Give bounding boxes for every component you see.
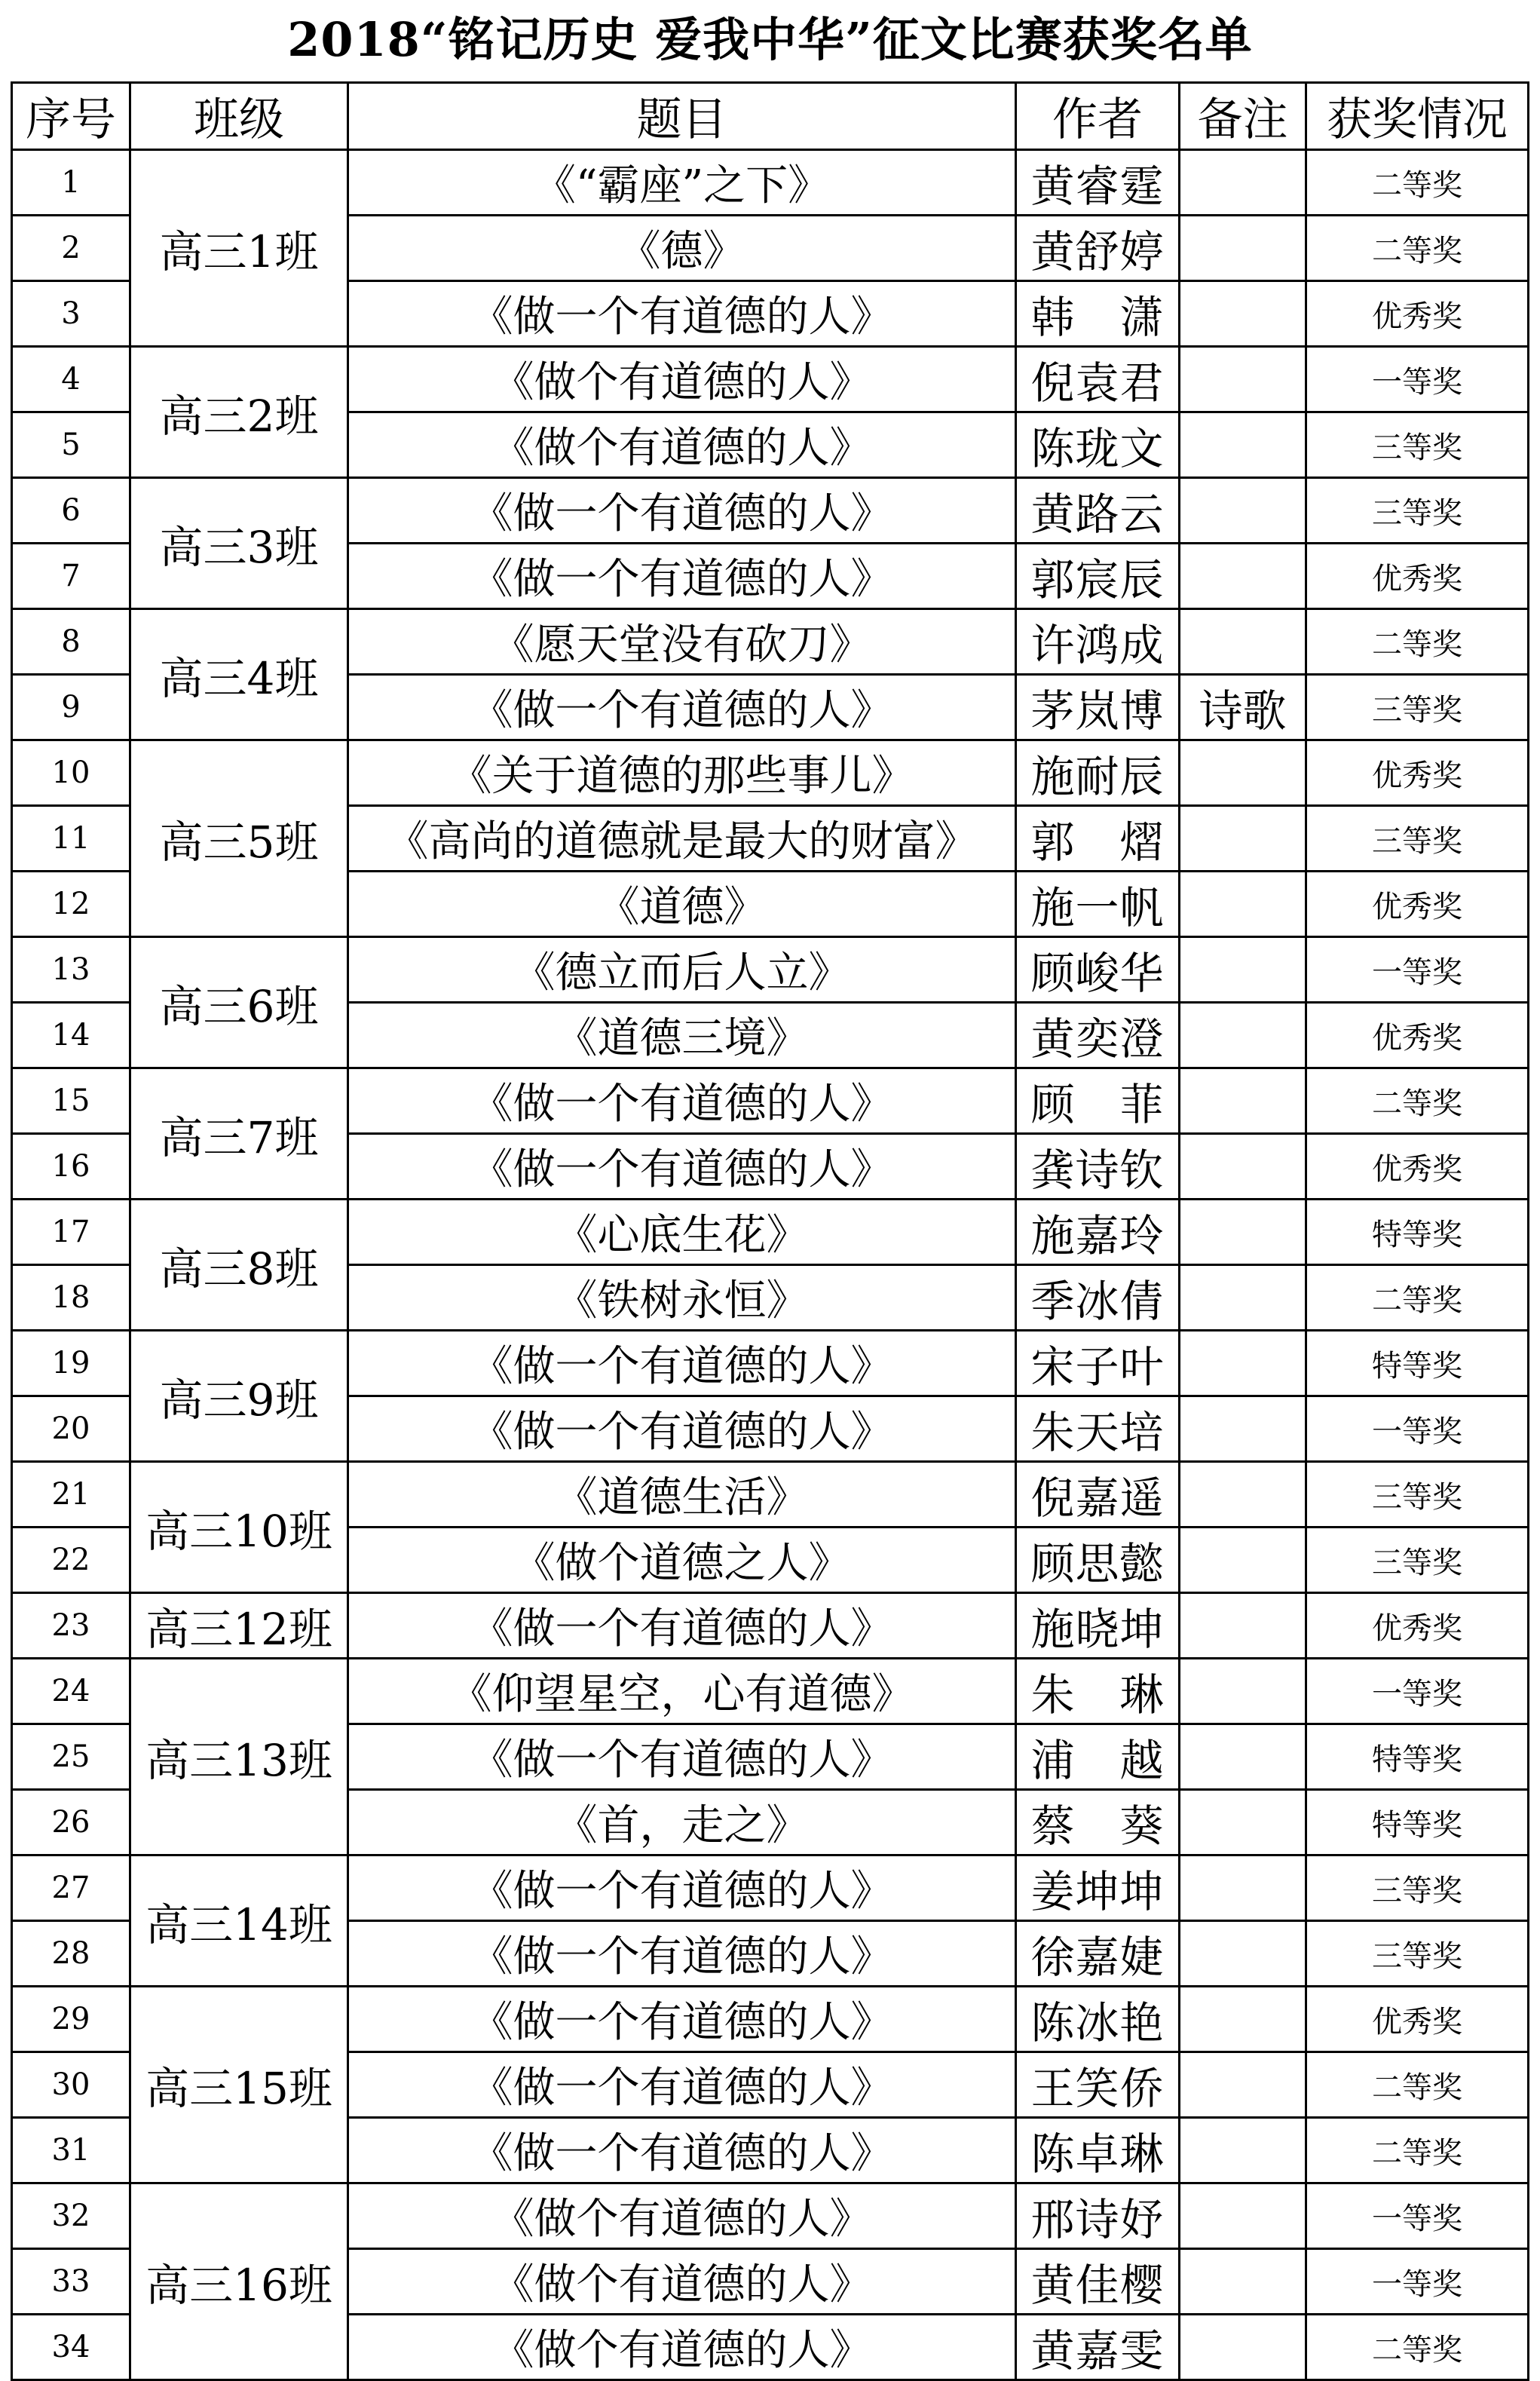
note-cell — [1180, 1790, 1306, 1855]
award-cell: 特等奖 — [1306, 1790, 1529, 1855]
author-name: 施嘉玲 — [1016, 1200, 1180, 1265]
award-cell: 三等奖 — [1306, 1921, 1529, 1987]
row-index: 18 — [12, 1265, 130, 1331]
row-index: 31 — [12, 2118, 130, 2183]
header-note: 备注 — [1180, 83, 1306, 150]
note-cell — [1180, 937, 1306, 1003]
award-cell: 二等奖 — [1306, 216, 1529, 281]
award-cell: 三等奖 — [1306, 1855, 1529, 1921]
author-name: 陈冰艳 — [1016, 1987, 1180, 2052]
author-name: 施耐辰 — [1016, 740, 1180, 806]
author-name: 龚诗钦 — [1016, 1134, 1180, 1200]
row-index: 29 — [12, 1987, 130, 2052]
award-cell: 特等奖 — [1306, 1724, 1529, 1790]
table-row — [12, 937, 1529, 1003]
award-cell: 二等奖 — [1306, 2052, 1529, 2118]
award-cell: 优秀奖 — [1306, 1003, 1529, 1068]
essay-title: 《仰望星空，心有道德》 — [348, 1659, 1016, 1724]
author-name: 徐嘉婕 — [1016, 1921, 1180, 1987]
class-cell: 高三5班 — [130, 740, 348, 937]
class-cell: 高三10班 — [130, 1462, 348, 1593]
essay-title: 《道德三境》 — [348, 1003, 1016, 1068]
table-row — [12, 2183, 1529, 2249]
class-cell: 高三12班 — [130, 1593, 348, 1659]
page-title: 2018“铭记历史 爱我中华”征文比赛获奖名单 — [287, 12, 1253, 67]
author-name: 施晓坤 — [1016, 1593, 1180, 1659]
row-index: 24 — [12, 1659, 130, 1724]
note-cell — [1180, 609, 1306, 675]
author-name: 郭宸辰 — [1016, 544, 1180, 609]
author-name: 施一帆 — [1016, 872, 1180, 937]
essay-title: 《做个有道德的人》 — [348, 2183, 1016, 2249]
award-cell: 特等奖 — [1306, 1331, 1529, 1396]
header-award: 获奖情况 — [1306, 83, 1529, 150]
award-cell: 三等奖 — [1306, 806, 1529, 872]
row-index: 15 — [12, 1068, 130, 1134]
author-name: 黄奕澄 — [1016, 1003, 1180, 1068]
essay-title: 《“霸座”之下》 — [348, 150, 1016, 216]
class-cell: 高三15班 — [130, 1987, 348, 2183]
note-cell — [1180, 150, 1306, 216]
essay-title: 《做一个有道德的人》 — [348, 281, 1016, 347]
essay-title: 《做一个有道德的人》 — [348, 1593, 1016, 1659]
award-cell: 一等奖 — [1306, 1659, 1529, 1724]
note-cell: 诗歌 — [1180, 675, 1306, 740]
class-cell: 高三1班 — [130, 150, 348, 347]
class-cell: 高三2班 — [130, 347, 348, 478]
row-index: 26 — [12, 1790, 130, 1855]
note-cell — [1180, 1265, 1306, 1331]
author-name: 郭 熠 — [1016, 806, 1180, 872]
essay-title: 《做一个有道德的人》 — [348, 1724, 1016, 1790]
table-row — [12, 609, 1529, 675]
award-cell: 二等奖 — [1306, 609, 1529, 675]
row-index: 22 — [12, 1528, 130, 1593]
award-cell: 三等奖 — [1306, 1462, 1529, 1528]
table-row — [12, 1855, 1529, 1921]
note-cell — [1180, 806, 1306, 872]
note-cell — [1180, 216, 1306, 281]
row-index: 32 — [12, 2183, 130, 2249]
note-cell — [1180, 2315, 1306, 2380]
note-cell — [1180, 1331, 1306, 1396]
note-cell — [1180, 544, 1306, 609]
award-cell: 一等奖 — [1306, 2249, 1529, 2315]
note-cell — [1180, 2052, 1306, 2118]
class-cell: 高三7班 — [130, 1068, 348, 1200]
award-table — [11, 81, 1529, 2381]
row-index: 23 — [12, 1593, 130, 1659]
award-cell: 三等奖 — [1306, 412, 1529, 478]
row-index: 34 — [12, 2315, 130, 2380]
award-cell: 特等奖 — [1306, 1200, 1529, 1265]
row-index: 20 — [12, 1396, 130, 1462]
row-index: 30 — [12, 2052, 130, 2118]
note-cell — [1180, 347, 1306, 412]
author-name: 韩 潇 — [1016, 281, 1180, 347]
essay-title: 《做一个有道德的人》 — [348, 544, 1016, 609]
note-cell — [1180, 740, 1306, 806]
essay-title: 《做个有道德的人》 — [348, 2315, 1016, 2380]
note-cell — [1180, 1855, 1306, 1921]
essay-title: 《做一个有道德的人》 — [348, 1855, 1016, 1921]
author-name: 邢诗妤 — [1016, 2183, 1180, 2249]
row-index: 28 — [12, 1921, 130, 1987]
essay-title: 《道德生活》 — [348, 1462, 1016, 1528]
essay-title: 《做一个有道德的人》 — [348, 1331, 1016, 1396]
author-name: 宋子叶 — [1016, 1331, 1180, 1396]
row-index: 5 — [12, 412, 130, 478]
award-cell: 一等奖 — [1306, 347, 1529, 412]
row-index: 12 — [12, 872, 130, 937]
note-cell — [1180, 1134, 1306, 1200]
note-cell — [1180, 1396, 1306, 1462]
essay-title: 《做一个有道德的人》 — [348, 478, 1016, 544]
row-index: 13 — [12, 937, 130, 1003]
author-name: 倪嘉遥 — [1016, 1462, 1180, 1528]
author-name: 浦 越 — [1016, 1724, 1180, 1790]
row-index: 11 — [12, 806, 130, 872]
row-index: 19 — [12, 1331, 130, 1396]
row-index: 17 — [12, 1200, 130, 1265]
note-cell — [1180, 1987, 1306, 2052]
table-row — [12, 347, 1529, 412]
essay-title: 《做一个有道德的人》 — [348, 2052, 1016, 2118]
award-cell: 一等奖 — [1306, 1396, 1529, 1462]
essay-title: 《做一个有道德的人》 — [348, 1068, 1016, 1134]
note-cell — [1180, 1462, 1306, 1528]
note-cell — [1180, 1593, 1306, 1659]
row-index: 7 — [12, 544, 130, 609]
row-index: 16 — [12, 1134, 130, 1200]
author-name: 顾思懿 — [1016, 1528, 1180, 1593]
row-index: 3 — [12, 281, 130, 347]
note-cell — [1180, 1003, 1306, 1068]
essay-title: 《心底生花》 — [348, 1200, 1016, 1265]
row-index: 27 — [12, 1855, 130, 1921]
award-cell: 优秀奖 — [1306, 1593, 1529, 1659]
note-cell — [1180, 2249, 1306, 2315]
class-cell: 高三14班 — [130, 1855, 348, 1987]
table-row — [12, 1462, 1529, 1528]
essay-title: 《首，走之》 — [348, 1790, 1016, 1855]
award-cell: 一等奖 — [1306, 2183, 1529, 2249]
table-row — [12, 150, 1529, 216]
class-cell: 高三4班 — [130, 609, 348, 740]
author-name: 黄舒婷 — [1016, 216, 1180, 281]
award-cell: 优秀奖 — [1306, 544, 1529, 609]
award-cell: 二等奖 — [1306, 1265, 1529, 1331]
note-cell — [1180, 478, 1306, 544]
essay-title: 《做一个有道德的人》 — [348, 1396, 1016, 1462]
note-cell — [1180, 1921, 1306, 1987]
author-name: 许鸿成 — [1016, 609, 1180, 675]
award-cell: 二等奖 — [1306, 2315, 1529, 2380]
author-name: 季冰倩 — [1016, 1265, 1180, 1331]
row-index: 33 — [12, 2249, 130, 2315]
row-index: 2 — [12, 216, 130, 281]
note-cell — [1180, 1528, 1306, 1593]
row-index: 10 — [12, 740, 130, 806]
table-body — [12, 150, 1529, 2380]
row-index: 25 — [12, 1724, 130, 1790]
essay-title: 《做个有道德的人》 — [348, 2249, 1016, 2315]
row-index: 4 — [12, 347, 130, 412]
author-name: 顾 菲 — [1016, 1068, 1180, 1134]
essay-title: 《高尚的道德就是最大的财富》 — [348, 806, 1016, 872]
table-row — [12, 1331, 1529, 1396]
author-name: 朱天培 — [1016, 1396, 1180, 1462]
author-name: 顾峻华 — [1016, 937, 1180, 1003]
essay-title: 《做一个有道德的人》 — [348, 1134, 1016, 1200]
header-title: 题目 — [348, 83, 1016, 150]
essay-title: 《做一个有道德的人》 — [348, 2118, 1016, 2183]
table-row — [12, 1593, 1529, 1659]
author-name: 黄路云 — [1016, 478, 1180, 544]
header-author: 作者 — [1016, 83, 1180, 150]
row-index: 9 — [12, 675, 130, 740]
row-index: 1 — [12, 150, 130, 216]
class-cell: 高三9班 — [130, 1331, 348, 1462]
note-cell — [1180, 1724, 1306, 1790]
note-cell — [1180, 1659, 1306, 1724]
author-name: 朱 琳 — [1016, 1659, 1180, 1724]
award-cell: 二等奖 — [1306, 150, 1529, 216]
table-row — [12, 1068, 1529, 1134]
award-cell: 一等奖 — [1306, 937, 1529, 1003]
author-name: 黄佳樱 — [1016, 2249, 1180, 2315]
note-cell — [1180, 1068, 1306, 1134]
essay-title: 《做个有道德的人》 — [348, 347, 1016, 412]
award-cell: 优秀奖 — [1306, 1134, 1529, 1200]
table-row — [12, 1659, 1529, 1724]
award-cell: 二等奖 — [1306, 1068, 1529, 1134]
header-class: 班级 — [130, 83, 348, 150]
award-cell: 三等奖 — [1306, 478, 1529, 544]
class-cell: 高三3班 — [130, 478, 348, 609]
author-name: 姜坤坤 — [1016, 1855, 1180, 1921]
author-name: 蔡 葵 — [1016, 1790, 1180, 1855]
row-index: 6 — [12, 478, 130, 544]
note-cell — [1180, 872, 1306, 937]
header-index: 序号 — [12, 83, 130, 150]
table-row — [12, 740, 1529, 806]
row-index: 8 — [12, 609, 130, 675]
header-row — [12, 83, 1529, 150]
essay-title: 《德》 — [348, 216, 1016, 281]
table-row — [12, 1987, 1529, 2052]
class-cell: 高三8班 — [130, 1200, 348, 1331]
author-name: 黄嘉雯 — [1016, 2315, 1180, 2380]
essay-title: 《做个有道德的人》 — [348, 412, 1016, 478]
award-cell: 三等奖 — [1306, 1528, 1529, 1593]
award-cell: 优秀奖 — [1306, 281, 1529, 347]
award-cell: 优秀奖 — [1306, 872, 1529, 937]
essay-title: 《做一个有道德的人》 — [348, 675, 1016, 740]
essay-title: 《道德》 — [348, 872, 1016, 937]
note-cell — [1180, 2183, 1306, 2249]
award-cell: 二等奖 — [1306, 2118, 1529, 2183]
row-index: 21 — [12, 1462, 130, 1528]
class-cell: 高三13班 — [130, 1659, 348, 1855]
author-name: 陈卓琳 — [1016, 2118, 1180, 2183]
note-cell — [1180, 2118, 1306, 2183]
note-cell — [1180, 281, 1306, 347]
class-cell: 高三6班 — [130, 937, 348, 1068]
author-name: 倪袁君 — [1016, 347, 1180, 412]
author-name: 黄睿霆 — [1016, 150, 1180, 216]
note-cell — [1180, 412, 1306, 478]
essay-title: 《关于道德的那些事儿》 — [348, 740, 1016, 806]
essay-title: 《铁树永恒》 — [348, 1265, 1016, 1331]
table-row — [12, 478, 1529, 544]
essay-title: 《做一个有道德的人》 — [348, 1921, 1016, 1987]
table-row — [12, 1200, 1529, 1265]
author-name: 茅岚博 — [1016, 675, 1180, 740]
essay-title: 《愿天堂没有砍刀》 — [348, 609, 1016, 675]
note-cell — [1180, 1200, 1306, 1265]
essay-title: 《德立而后人立》 — [348, 937, 1016, 1003]
author-name: 王笑侨 — [1016, 2052, 1180, 2118]
award-cell: 优秀奖 — [1306, 1987, 1529, 2052]
row-index: 14 — [12, 1003, 130, 1068]
award-cell: 三等奖 — [1306, 675, 1529, 740]
author-name: 陈珑文 — [1016, 412, 1180, 478]
essay-title: 《做个道德之人》 — [348, 1528, 1016, 1593]
award-cell: 优秀奖 — [1306, 740, 1529, 806]
class-cell: 高三16班 — [130, 2183, 348, 2380]
essay-title: 《做一个有道德的人》 — [348, 1987, 1016, 2052]
